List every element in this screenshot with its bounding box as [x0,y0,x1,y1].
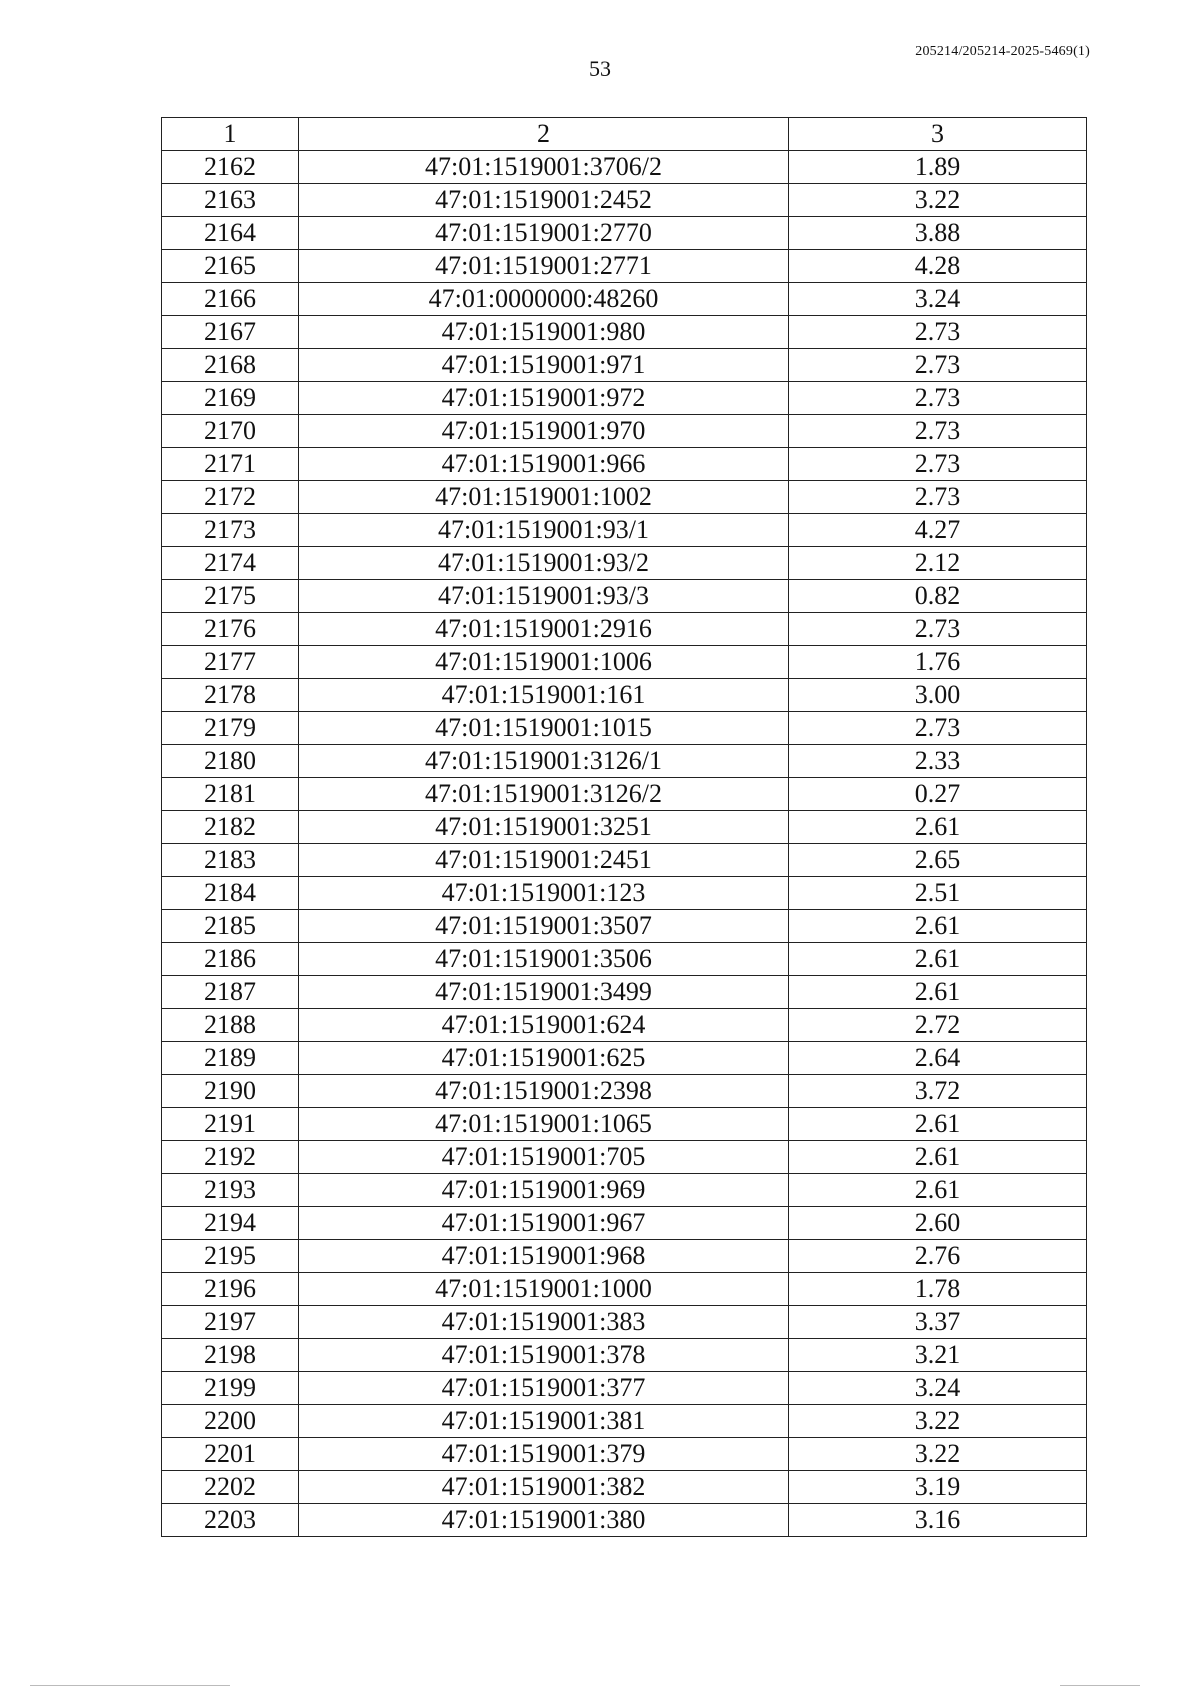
value-cell: 2.73 [789,712,1087,745]
table-row [162,679,1087,712]
value-cell: 2.61 [789,910,1087,943]
row-number-cell: 2194 [162,1207,299,1240]
value-cell: 3.88 [789,217,1087,250]
value-cell: 3.72 [789,1075,1087,1108]
table-row [162,1372,1087,1405]
cadastral-number-cell: 47:01:1519001:967 [299,1207,789,1240]
row-number-cell: 2166 [162,283,299,316]
row-number-cell: 2187 [162,976,299,1009]
row-number-cell: 2195 [162,1240,299,1273]
table-row [162,1207,1087,1240]
row-number-cell: 2198 [162,1339,299,1372]
cadastral-number-cell: 47:01:1519001:93/3 [299,580,789,613]
table-row [162,250,1087,283]
cadastral-number-cell: 47:01:1519001:2916 [299,613,789,646]
table-row [162,877,1087,910]
value-cell: 2.61 [789,1108,1087,1141]
value-cell: 3.16 [789,1504,1087,1537]
row-number-cell: 2191 [162,1108,299,1141]
cadastral-number-cell: 47:01:1519001:3126/2 [299,778,789,811]
table-row [162,448,1087,481]
value-cell: 2.76 [789,1240,1087,1273]
value-cell: 3.22 [789,184,1087,217]
cadastral-number-cell: 47:01:0000000:48260 [299,283,789,316]
value-cell: 0.27 [789,778,1087,811]
row-number-cell: 2172 [162,481,299,514]
row-number-cell: 2181 [162,778,299,811]
cadastral-number-cell: 47:01:1519001:161 [299,679,789,712]
cadastral-number-cell: 47:01:1519001:971 [299,349,789,382]
cadastral-number-cell: 47:01:1519001:1065 [299,1108,789,1141]
value-cell: 2.61 [789,1141,1087,1174]
table-row [162,943,1087,976]
row-number-cell: 2190 [162,1075,299,1108]
cadastral-number-cell: 47:01:1519001:2398 [299,1075,789,1108]
document-reference: 205214/205214-2025-5469(1) [915,44,1090,59]
row-number-cell: 2165 [162,250,299,283]
value-cell: 4.27 [789,514,1087,547]
table-row [162,283,1087,316]
cadastral-number-cell: 47:01:1519001:1015 [299,712,789,745]
table-row [162,184,1087,217]
cadastral-number-cell: 47:01:1519001:2452 [299,184,789,217]
row-number-cell: 2202 [162,1471,299,1504]
row-number-cell: 2188 [162,1009,299,1042]
cadastral-number-cell: 47:01:1519001:378 [299,1339,789,1372]
cadastral-number-cell: 47:01:1519001:3706/2 [299,151,789,184]
cadastral-number-cell: 47:01:1519001:377 [299,1372,789,1405]
value-cell: 4.28 [789,250,1087,283]
table-row [162,1339,1087,1372]
header-row [162,118,1087,151]
table-row [162,1042,1087,1075]
value-cell: 2.61 [789,811,1087,844]
table-row [162,1240,1087,1273]
value-cell: 2.73 [789,448,1087,481]
value-cell: 3.37 [789,1306,1087,1339]
row-number-cell: 2175 [162,580,299,613]
table-row [162,1471,1087,1504]
value-cell: 1.78 [789,1273,1087,1306]
table-row [162,745,1087,778]
value-cell: 2.73 [789,415,1087,448]
cadastral-number-cell: 47:01:1519001:3499 [299,976,789,1009]
row-number-cell: 2167 [162,316,299,349]
value-cell: 2.61 [789,1174,1087,1207]
table-row [162,1306,1087,1339]
cadastral-number-cell: 47:01:1519001:1000 [299,1273,789,1306]
cadastral-number-cell: 47:01:1519001:123 [299,877,789,910]
cadastral-number-cell: 47:01:1519001:970 [299,415,789,448]
page-number: 53 [589,56,611,81]
cadastral-number-cell: 47:01:1519001:2451 [299,844,789,877]
cadastral-number-cell: 47:01:1519001:380 [299,1504,789,1537]
cadastral-number-cell: 47:01:1519001:980 [299,316,789,349]
cadastral-number-cell: 47:01:1519001:379 [299,1438,789,1471]
row-number-cell: 2177 [162,646,299,679]
row-number-cell: 2183 [162,844,299,877]
value-cell: 1.89 [789,151,1087,184]
value-cell: 0.82 [789,580,1087,613]
scan-artifact-left [30,1685,230,1686]
cadastral-number-cell: 47:01:1519001:3251 [299,811,789,844]
cadastral-number-cell: 47:01:1519001:969 [299,1174,789,1207]
value-cell: 2.33 [789,745,1087,778]
cadastral-number-cell: 47:01:1519001:381 [299,1405,789,1438]
table-row [162,1273,1087,1306]
table-row [162,514,1087,547]
cadastral-number-cell: 47:01:1519001:625 [299,1042,789,1075]
value-cell: 2.65 [789,844,1087,877]
value-cell: 2.51 [789,877,1087,910]
table-row [162,712,1087,745]
table-row [162,1504,1087,1537]
table-row [162,811,1087,844]
row-number-cell: 2199 [162,1372,299,1405]
table-row [162,481,1087,514]
row-number-cell: 2189 [162,1042,299,1075]
row-number-cell: 2162 [162,151,299,184]
column-header-2: 2 [299,118,789,151]
table-row [162,1108,1087,1141]
row-number-cell: 2182 [162,811,299,844]
cadastral-number-cell: 47:01:1519001:705 [299,1141,789,1174]
row-number-cell: 2174 [162,547,299,580]
table-row [162,580,1087,613]
table-row [162,1075,1087,1108]
data-table [161,117,1087,1537]
row-number-cell: 2179 [162,712,299,745]
value-cell: 3.22 [789,1438,1087,1471]
table-row [162,382,1087,415]
value-cell: 2.64 [789,1042,1087,1075]
value-cell: 3.24 [789,283,1087,316]
table-row [162,415,1087,448]
value-cell: 2.73 [789,316,1087,349]
table-row [162,976,1087,1009]
value-cell: 2.72 [789,1009,1087,1042]
cadastral-number-cell: 47:01:1519001:966 [299,448,789,481]
cadastral-number-cell: 47:01:1519001:1006 [299,646,789,679]
table-row [162,1009,1087,1042]
value-cell: 3.24 [789,1372,1087,1405]
cadastral-number-cell: 47:01:1519001:382 [299,1471,789,1504]
row-number-cell: 2163 [162,184,299,217]
table-row [162,910,1087,943]
row-number-cell: 2203 [162,1504,299,1537]
value-cell: 2.61 [789,976,1087,1009]
column-header-1: 1 [162,118,299,151]
table-row [162,613,1087,646]
cadastral-number-cell: 47:01:1519001:3126/1 [299,745,789,778]
cadastral-number-cell: 47:01:1519001:93/2 [299,547,789,580]
cadastral-number-cell: 47:01:1519001:1002 [299,481,789,514]
cadastral-number-cell: 47:01:1519001:972 [299,382,789,415]
row-number-cell: 2173 [162,514,299,547]
table-row [162,349,1087,382]
table-row [162,1141,1087,1174]
row-number-cell: 2193 [162,1174,299,1207]
table-row [162,1174,1087,1207]
row-number-cell: 2164 [162,217,299,250]
value-cell: 1.76 [789,646,1087,679]
value-cell: 3.00 [789,679,1087,712]
table-row [162,778,1087,811]
cadastral-number-cell: 47:01:1519001:624 [299,1009,789,1042]
cadastral-number-cell: 47:01:1519001:2771 [299,250,789,283]
cadastral-number-cell: 47:01:1519001:3506 [299,943,789,976]
value-cell: 2.73 [789,382,1087,415]
table-row [162,217,1087,250]
table-row [162,646,1087,679]
row-number-cell: 2196 [162,1273,299,1306]
cadastral-number-cell: 47:01:1519001:383 [299,1306,789,1339]
table-row [162,1405,1087,1438]
scan-artifact-right [1060,1685,1140,1686]
value-cell: 2.73 [789,349,1087,382]
table-row [162,844,1087,877]
cadastral-number-cell: 47:01:1519001:93/1 [299,514,789,547]
column-header-3: 3 [789,118,1087,151]
row-number-cell: 2186 [162,943,299,976]
row-number-cell: 2184 [162,877,299,910]
row-number-cell: 2170 [162,415,299,448]
value-cell: 2.73 [789,481,1087,514]
row-number-cell: 2192 [162,1141,299,1174]
table-row [162,151,1087,184]
value-cell: 2.61 [789,943,1087,976]
row-number-cell: 2200 [162,1405,299,1438]
table-header [162,118,1087,151]
value-cell: 3.19 [789,1471,1087,1504]
row-number-cell: 2169 [162,382,299,415]
value-cell: 3.21 [789,1339,1087,1372]
cadastral-number-cell: 47:01:1519001:2770 [299,217,789,250]
table-row [162,1438,1087,1471]
value-cell: 2.12 [789,547,1087,580]
table-row [162,316,1087,349]
row-number-cell: 2171 [162,448,299,481]
cadastral-number-cell: 47:01:1519001:968 [299,1240,789,1273]
row-number-cell: 2201 [162,1438,299,1471]
row-number-cell: 2185 [162,910,299,943]
row-number-cell: 2168 [162,349,299,382]
table-row [162,547,1087,580]
row-number-cell: 2178 [162,679,299,712]
value-cell: 3.22 [789,1405,1087,1438]
value-cell: 2.60 [789,1207,1087,1240]
row-number-cell: 2197 [162,1306,299,1339]
row-number-cell: 2176 [162,613,299,646]
table-body [162,151,1087,1537]
cadastral-number-cell: 47:01:1519001:3507 [299,910,789,943]
row-number-cell: 2180 [162,745,299,778]
value-cell: 2.73 [789,613,1087,646]
